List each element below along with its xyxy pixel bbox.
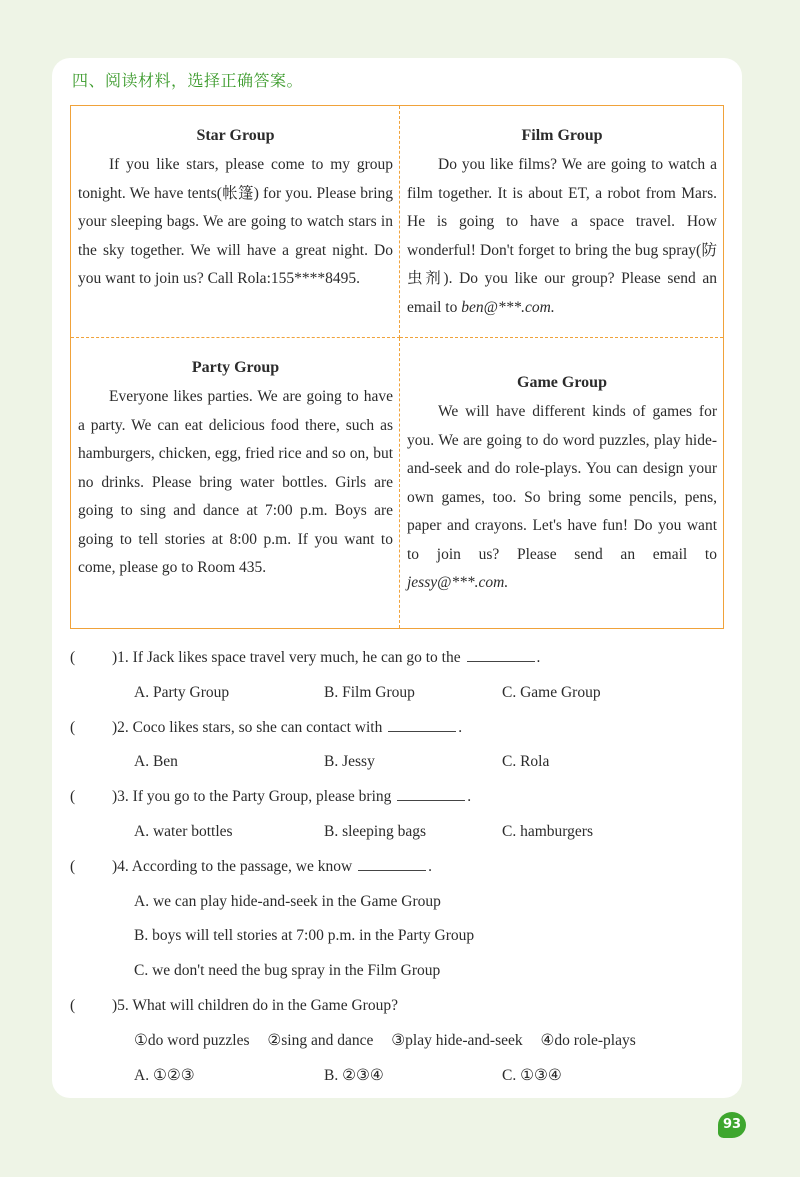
- option-c[interactable]: C. Game Group: [502, 683, 601, 701]
- question-2-options: [70, 750, 730, 785]
- film-group-title: Film Group: [521, 127, 603, 144]
- option-a[interactable]: A. Party Group: [134, 683, 230, 701]
- star-group-title: Star Group: [196, 127, 275, 144]
- game-group-email: jessy@***.com.: [407, 574, 509, 591]
- star-group-panel: [71, 106, 400, 338]
- reading-materials-grid: [70, 105, 724, 629]
- answer-blank[interactable]: [388, 717, 456, 732]
- item-3: ③play hide-and-seek: [391, 1031, 523, 1049]
- game-group-text: We will have different kinds of games for you. We are going to do word puzzles, play hide-and-seek and do role-plays. You can design your own games, too. So bring some pencils, pens, paper and crayons. Let's have fun! Do you want to join us? Please send an email to: [407, 403, 717, 563]
- game-group-body: [407, 398, 717, 598]
- game-group-title: Game Group: [517, 374, 607, 391]
- film-group-panel: [400, 106, 723, 338]
- film-group-body: [407, 151, 717, 322]
- question-5-options: [70, 1064, 730, 1099]
- option-c[interactable]: C. hamburgers: [502, 822, 593, 840]
- question-2: [70, 716, 730, 751]
- option-b[interactable]: B. Jessy: [324, 753, 375, 771]
- answer-blank[interactable]: [397, 786, 465, 801]
- option-a[interactable]: A. ①②③: [134, 1066, 195, 1084]
- question-2-end: .: [458, 718, 463, 736]
- question-1-end: .: [536, 649, 541, 666]
- option-b[interactable]: B. sleeping bags: [324, 822, 427, 840]
- answer-blank[interactable]: [358, 856, 426, 871]
- star-group-body: If you like stars, please come to my group tonight. We have tents(帐篷) for you. Please bring your sleeping bags. We are going to watch stars in the sky together. We will have a great night. Do you want to join us? Call Rola:155****8495.: [78, 156, 393, 287]
- film-group-text: Do you like films? We are going to watch a film together. It is about ET, a robot from Mars. He is going to have a space travel. How wonderful! Don't forget to bring the bug spray(防虫剂). Do you like our group? Please send an email to: [407, 156, 717, 316]
- question-3-end: .: [467, 788, 472, 806]
- answer-paren[interactable]: (: [70, 996, 76, 1014]
- item-2: ②sing and dance: [267, 1031, 374, 1049]
- question-2-text: )2. Coco likes stars, so she can contact with: [112, 718, 383, 736]
- question-1-options: [70, 681, 730, 716]
- answer-paren[interactable]: (: [70, 718, 76, 736]
- option-a[interactable]: A. Ben: [134, 753, 178, 771]
- item-4: ④do role-plays: [540, 1031, 636, 1049]
- option-a[interactable]: A. water bottles: [134, 822, 233, 840]
- page-number-badge: 93: [718, 1112, 746, 1138]
- question-5-text: )5. What will children do in the Game Group?: [112, 996, 398, 1014]
- game-group-panel: [400, 338, 723, 628]
- answer-paren[interactable]: (: [70, 649, 76, 666]
- option-a[interactable]: A. we can play hide-and-seek in the Game Group: [134, 892, 441, 910]
- question-4-text: )4. According to the passage, we know: [112, 857, 353, 875]
- party-group-body: Everyone likes parties. We are going to have a party. We can eat delicious food there, such as hamburgers, chicken, egg, fried rice and so on, but no drinks. Please bring water bottles. Girls are going to sing and dance at 7:00 p.m. Boys are going to tell stories at 8:00 p.m. If you want to come, please go to Room 435.: [78, 388, 393, 576]
- option-c[interactable]: C. ①③④: [502, 1066, 562, 1084]
- answer-blank[interactable]: [467, 647, 535, 662]
- party-group-panel: [71, 338, 400, 628]
- question-3: [70, 785, 730, 820]
- questions: [70, 646, 730, 1098]
- question-4: [70, 855, 730, 890]
- question-3-text: )3. If you go to the Party Group, please bring: [112, 788, 392, 806]
- answer-paren[interactable]: (: [70, 857, 76, 875]
- question-4-end: .: [428, 857, 432, 875]
- question-1: [70, 646, 730, 681]
- option-b[interactable]: B. boys will tell stories at 7:00 p.m. in the Party Group: [134, 927, 475, 945]
- section-title: 四、阅读材料，选择正确答案。: [72, 71, 304, 90]
- question-5: [70, 994, 730, 1029]
- party-group-title: Party Group: [191, 359, 280, 376]
- option-b[interactable]: B. ②③④: [324, 1066, 384, 1084]
- question-5-items: [70, 1029, 730, 1064]
- question-3-options: [70, 820, 730, 855]
- option-c[interactable]: C. we don't need the bug spray in the Film Group: [134, 962, 441, 980]
- answer-paren[interactable]: (: [70, 788, 76, 806]
- item-1: ①do word puzzles: [134, 1031, 250, 1049]
- film-group-email: ben@***.com.: [461, 298, 555, 316]
- question-1-text: )1. If Jack likes space travel very much, he can go to the: [112, 649, 461, 666]
- option-b[interactable]: B. Film Group: [324, 683, 415, 701]
- option-c[interactable]: C. Rola: [502, 753, 550, 771]
